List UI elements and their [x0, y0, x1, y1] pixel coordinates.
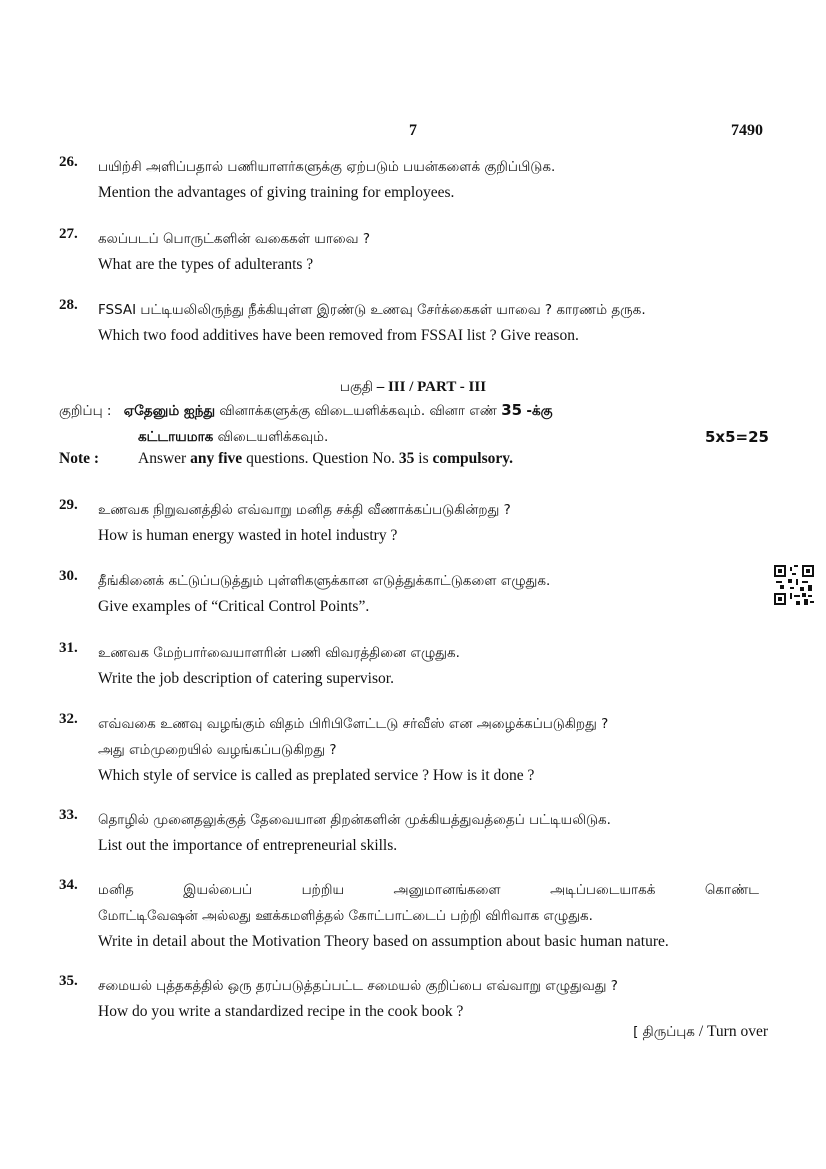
- question-english: Which style of service is called as preplated service ? How is it done ?: [98, 767, 535, 784]
- part-heading-tamil: பகுதி: [339, 379, 373, 395]
- question-30: [59, 568, 759, 619]
- question-29: [59, 497, 759, 548]
- question-tamil: உணவக மேற்பார்வையாளரின் பணி விவரத்தினை எழுதுக.: [98, 645, 460, 661]
- question-number: 28.: [59, 297, 78, 313]
- question-26: [59, 154, 759, 205]
- question-english: How is human energy wasted in hotel industry ?: [98, 527, 398, 544]
- note-english-compulsory: compulsory.: [432, 450, 514, 467]
- question-english: Mention the advantages of giving training for employees.: [98, 184, 455, 201]
- note-english-text-3: is: [418, 450, 429, 467]
- question-34: [59, 877, 759, 954]
- question-number: 29.: [59, 497, 78, 513]
- question-english: Write the job description of catering supervisor.: [98, 670, 394, 687]
- question-number: 27.: [59, 226, 78, 242]
- part-heading-english: – III / PART - III: [376, 379, 487, 395]
- note-english-text: Answer: [138, 450, 187, 467]
- question-27: [59, 226, 759, 277]
- question-tamil: உணவக நிறுவனத்தில் எவ்வாறு மனித சக்தி வீணாக்கப்படுகின்றது ?: [98, 502, 511, 518]
- question-31: [59, 640, 759, 691]
- question-number: 32.: [59, 711, 78, 727]
- question-tamil-line-1: எவ்வகை உணவு வழங்கும் விதம் பிரிபிளேட்டடு சர்வீஸ் என அழைக்கப்படுகிறது ?: [98, 716, 609, 732]
- note-tamil-suffix: -க்கு: [526, 403, 553, 419]
- question-tamil: தீங்கினைக் கட்டுப்படுத்தும் புள்ளிகளுக்கான எடுத்துக்காட்டுகளை எழுதுக.: [98, 573, 551, 589]
- note-english: [59, 446, 769, 471]
- page-number: 7: [409, 122, 417, 139]
- question-number: 26.: [59, 154, 78, 170]
- question-number: 31.: [59, 640, 78, 656]
- question-tamil: தொழில் முனைதலுக்குத் தேவையான திறன்களின் முக்கியத்துவத்தைப் பட்டியலிடுக.: [98, 812, 611, 828]
- question-number: 34.: [59, 877, 78, 893]
- note-english-text-2: questions. Question No.: [246, 450, 396, 467]
- note-tamil-question-number: 35: [501, 401, 523, 419]
- question-tamil-line-1: மனித இயல்பைப் பற்றிய அனுமானங்களை அடிப்படையாகக் கொண்ட: [98, 882, 759, 898]
- note-tamil-text-2: விடையளிக்கவும்.: [217, 429, 329, 445]
- turn-over-note: [633, 1022, 768, 1042]
- question-tamil: FSSAI பட்டியலிலிருந்து நீக்கியுள்ள இரண்டு உணவு சேர்க்கைகள் யாவை ? காரணம் தருக.: [98, 302, 646, 318]
- question-number: 30.: [59, 568, 78, 584]
- turn-over-tamil: [ திருப்புக: [633, 1024, 695, 1040]
- question-tamil: பயிற்சி அளிப்பதால் பணியாளர்களுக்கு ஏற்படும் பயன்களைக் குறிப்பிடுக.: [98, 159, 556, 175]
- question-28: [59, 297, 759, 348]
- marks-allocation: 5x5=25: [705, 428, 769, 446]
- question-tamil: சமையல் புத்தகத்தில் ஒரு தரப்படுத்தப்பட்ட சமையல் குறிப்பை எவ்வாறு எழுதுவது ?: [98, 978, 618, 994]
- note-tamil-emphasis: ஏதேனும் ஐந்து: [123, 403, 216, 419]
- note-tamil-text: வினாக்களுக்கு விடையளிக்கவும். வினா எண்: [219, 403, 497, 419]
- question-english: What are the types of adulterants ?: [98, 256, 314, 273]
- question-number: 35.: [59, 973, 78, 989]
- question-32: [59, 711, 759, 788]
- note-tamil: [59, 398, 769, 450]
- note-tamil-label: குறிப்பு :: [59, 403, 112, 419]
- question-english: Which two food additives have been removed from FSSAI list ? Give reason.: [98, 327, 579, 344]
- question-33: [59, 807, 759, 858]
- question-english: Give examples of “Critical Control Points”.: [98, 598, 370, 615]
- note-english-label: Note :: [59, 450, 100, 467]
- question-english: List out the importance of entrepreneurial skills.: [98, 837, 398, 854]
- note-english-question-number: 35: [398, 450, 415, 467]
- question-tamil-line-2: மோட்டிவேஷன் அல்லது ஊக்கமளித்தல் கோட்பாட்டைப் பற்றி விரிவாக எழுதுக.: [98, 908, 593, 924]
- part-heading: [0, 374, 826, 400]
- turn-over-english: / Turn over: [698, 1023, 768, 1040]
- question-tamil-line-2: அது எம்முறையில் வழங்கப்படுகிறது ?: [98, 742, 337, 758]
- note-tamil-compulsory: கட்டாயமாக: [138, 429, 214, 445]
- question-number: 33.: [59, 807, 78, 823]
- question-english: How do you write a standardized recipe in the cook book ?: [98, 1003, 464, 1020]
- paper-code: 7490: [731, 122, 763, 139]
- question-tamil: கலப்படப் பொருட்களின் வகைகள் யாவை ?: [98, 231, 371, 247]
- qr-code: [774, 565, 814, 605]
- question-35: [59, 973, 759, 1024]
- note-english-emphasis: any five: [190, 450, 243, 467]
- question-english: Write in detail about the Motivation Theory based on assumption about basic human nature.: [98, 933, 669, 950]
